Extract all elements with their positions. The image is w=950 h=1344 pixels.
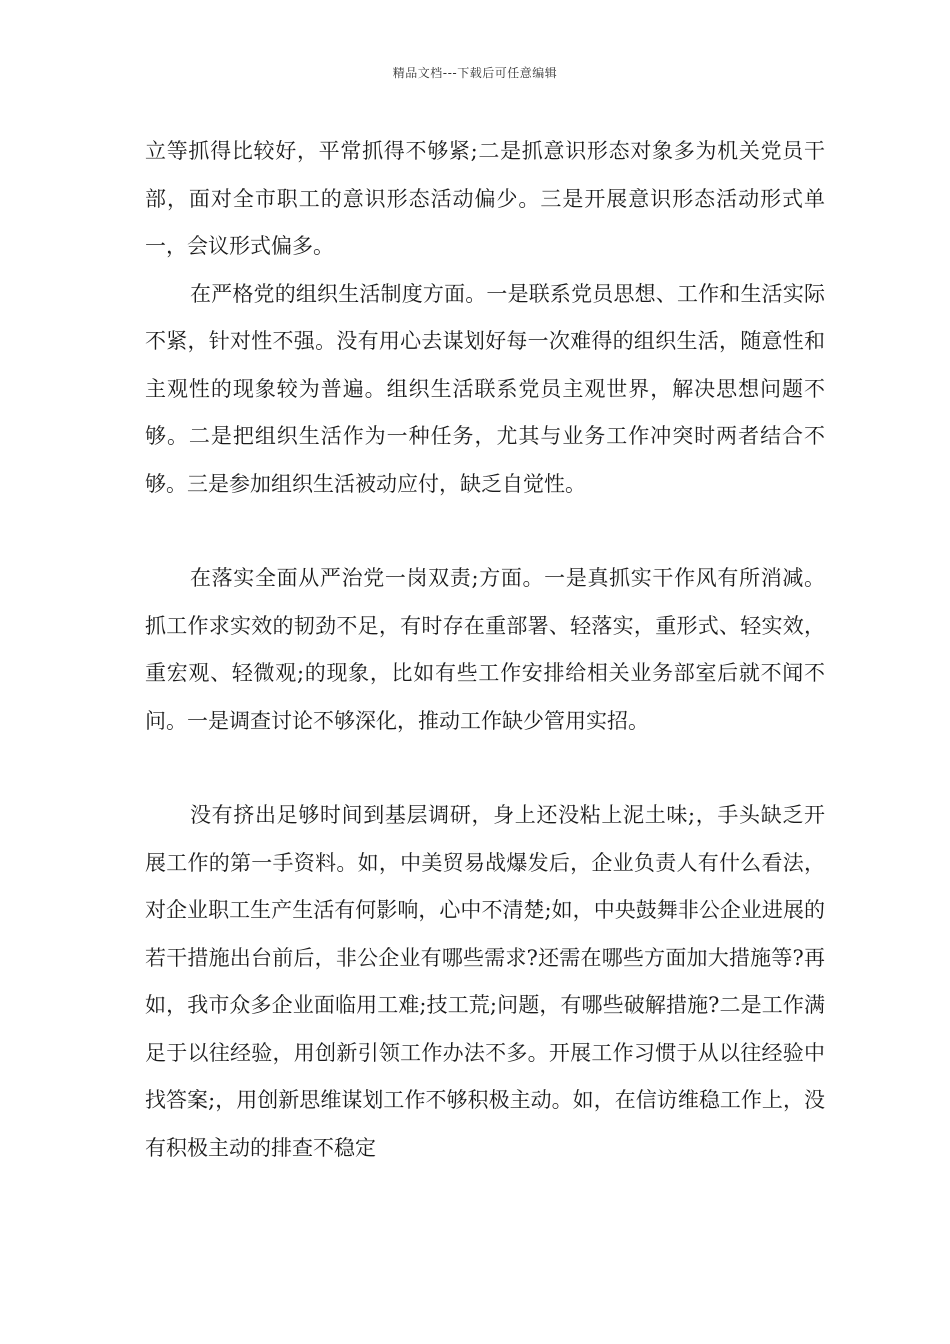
paragraph-grassroots-research: 没有挤出足够时间到基层调研，身上还没粘上泥土味;，手头缺乏开展工作的第一手资料。如，中美贸易战爆发后，企业负责人有什么看法，对企业职工生产生活有何影响，心中不清楚;如，中央鼓舞非公企业进展的若干措施出台前后，非公企业有哪些需求?还需在哪些方面加大措施等?再如，我市众多企业面临用工难;技工荒;问题，有哪些破解措施?二是工作满足于以往经验，用创新引领工作办法不多。开展工作习惯于从以往经验中找答案;，用创新思维谋划工作不够积极主动。如，在信访维稳工作上，没有积极主动的排查不稳定 — [145, 803, 825, 1160]
page-header: 精品文档---下载后可任意编辑 — [392, 66, 558, 80]
paragraph-organization-life: 在严格党的组织生活制度方面。一是联系党员思想、工作和生活实际不紧，针对性不强。没有用心去谋划好每一次难得的组织生活，随意性和主观性的现象较为普遍。组织生活联系党员主观世界，解决思想问题不够。二是把组织生活作为一种任务，尤其与业务工作冲突时两者结合不够。三是参加组织生活被动应付，缺乏自觉性。 — [145, 281, 825, 496]
document-body — [145, 128, 825, 1172]
paragraph-party-responsibility: 在落实全面从严治党一岗双责;方面。一是真抓实干作风有所消减。抓工作求实效的韧劲不足，有时存在重部署、轻落实，重形式、轻实效，重宏观、轻微观;的现象，比如有些工作安排给相关业务部室后就不闻不问。一是调查讨论不够深化，推动工作缺少管用实招。 — [145, 566, 825, 733]
paragraph-spacer — [145, 508, 825, 555]
paragraph-spacer — [145, 745, 825, 792]
paragraph-continuation: 立等抓得比较好，平常抓得不够紧;二是抓意识形态对象多为机关党员干部，面对全市职工的意识形态活动偏少。三是开展意识形态活动形式单一，会议形式偏多。 — [145, 139, 825, 258]
